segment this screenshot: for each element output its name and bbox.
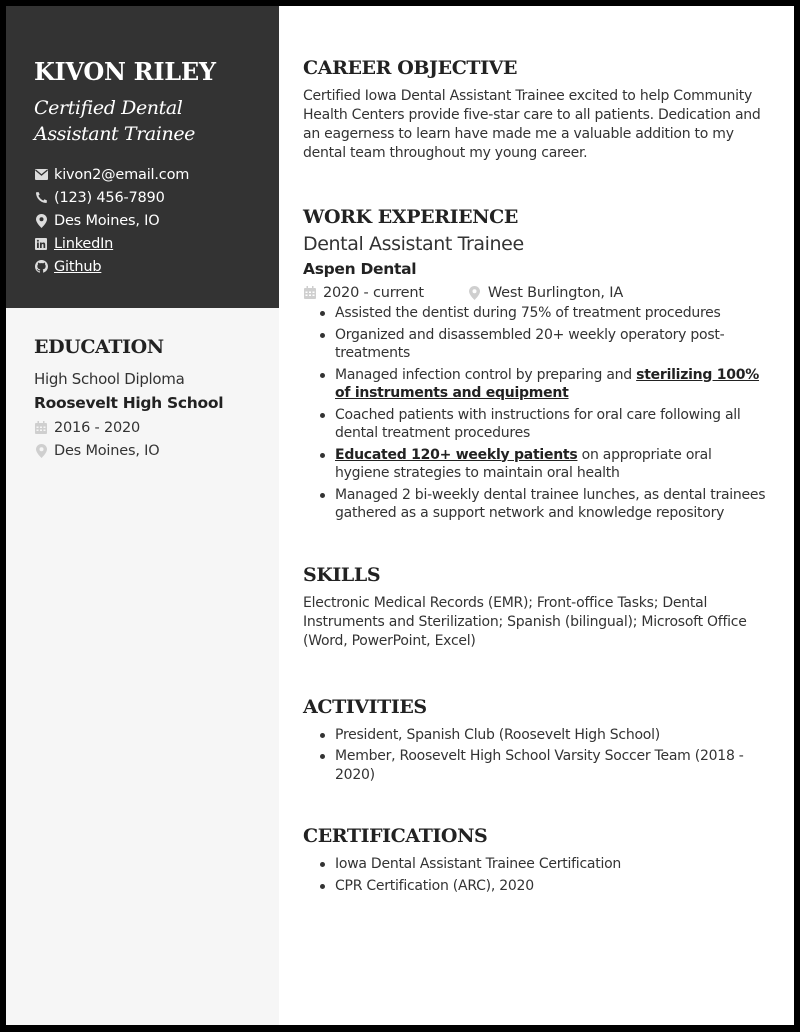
company-name: Aspen Dental xyxy=(303,260,417,278)
experience-section xyxy=(303,205,770,523)
activities-heading: ACTIVITIES xyxy=(303,695,427,718)
job-location xyxy=(468,281,623,304)
list-item: Managed 2 bi-weekly dental trainee lunches, as dental trainees gathered as a support network and knowledge repository xyxy=(335,486,770,523)
location-text: Des Moines, IO xyxy=(54,212,160,229)
highlight-text: Educated 120+ weekly patients xyxy=(335,446,578,463)
job-dates xyxy=(303,281,424,304)
education-school: Roosevelt High School xyxy=(34,394,224,412)
candidate-name: KIVON RILEY xyxy=(34,57,216,86)
experience-heading: WORK EXPERIENCE xyxy=(303,206,518,228)
list-item: Coached patients with instructions for oral care following all dental treatment procedures xyxy=(335,406,770,443)
resume-page xyxy=(6,6,794,1025)
education-dates xyxy=(34,416,279,439)
skills-text: Electronic Medical Records (EMR); Front-office Tasks; Dental Instruments and Sterilization; Spanish (bilingual); Microsoft Office (Word, PowerPoint, Excel) xyxy=(303,594,747,649)
certifications-section xyxy=(303,824,770,895)
job-location-text: West Burlington, IA xyxy=(487,284,624,301)
contact-phone xyxy=(34,186,279,209)
calendar-icon xyxy=(34,421,48,435)
skills-heading: SKILLS xyxy=(303,563,381,586)
sidebar xyxy=(6,6,279,1025)
objective-text: Certified Iowa Dental Assistant Trainee excited to help Community Health Centers provide five-star care to all patients. Dedication and an eagerness to learn have made me a valuable addition to my dental team throughout my young career. xyxy=(303,88,761,161)
certifications-list xyxy=(303,855,770,895)
contact-list xyxy=(34,163,279,278)
email-text: kivon2@email.com xyxy=(54,166,190,183)
education-location-text: Des Moines, IO xyxy=(54,442,160,459)
education-heading: EDUCATION xyxy=(34,336,164,358)
contact-location xyxy=(34,209,279,232)
contact-linkedin[interactable] xyxy=(34,232,279,255)
certifications-heading: CERTIFICATIONS xyxy=(303,825,488,847)
contact-email xyxy=(34,163,279,186)
linkedin-icon xyxy=(34,237,48,251)
education-location xyxy=(34,439,279,462)
phone-icon xyxy=(34,191,48,205)
list-item: Educated 120+ weekly patients on appropriate oral hygiene strategies to maintain oral health xyxy=(335,446,770,483)
envelope-icon xyxy=(34,168,48,182)
highlight-text: sterilizing 100% of instruments and equipment xyxy=(335,366,760,401)
candidate-title: Certified Dental Assistant Trainee xyxy=(34,97,196,145)
activities-list xyxy=(303,726,770,785)
education-dates-text: 2016 - 2020 xyxy=(54,419,141,436)
calendar-icon xyxy=(303,286,317,300)
github-link[interactable]: Github xyxy=(54,258,102,275)
phone-text: (123) 456-7890 xyxy=(54,189,165,206)
experience-bullets xyxy=(303,304,770,523)
list-item: Managed infection control by preparing and sterilizing 100% of instruments and equipment xyxy=(335,366,770,403)
header-block xyxy=(6,6,279,308)
objective-heading: CAREER OBJECTIVE xyxy=(303,57,518,79)
job-meta xyxy=(303,281,770,304)
job-title: Dental Assistant Trainee xyxy=(303,233,524,255)
list-item: Iowa Dental Assistant Trainee Certification xyxy=(335,855,770,874)
list-item: Member, Roosevelt High School Varsity Soccer Team (2018 - 2020) xyxy=(335,747,770,784)
job-dates-text: 2020 - current xyxy=(323,284,424,301)
skills-section xyxy=(303,563,770,651)
map-pin-icon xyxy=(34,444,48,458)
map-pin-icon xyxy=(34,214,48,228)
activities-section xyxy=(303,695,770,785)
main-content xyxy=(279,6,794,1025)
education-degree: High School Diploma xyxy=(34,370,185,388)
list-item: Organized and disassembled 20+ weekly operatory post-treatments xyxy=(335,326,770,363)
education-section xyxy=(6,308,279,462)
list-item: President, Spanish Club (Roosevelt High School) xyxy=(335,726,770,745)
list-item: Assisted the dentist during 75% of treatment procedures xyxy=(335,304,770,323)
map-pin-icon xyxy=(468,286,482,300)
linkedin-link[interactable]: LinkedIn xyxy=(54,235,114,252)
objective-section xyxy=(303,56,770,163)
github-icon xyxy=(34,260,48,274)
contact-github[interactable] xyxy=(34,255,279,278)
list-item: CPR Certification (ARC), 2020 xyxy=(335,877,770,896)
